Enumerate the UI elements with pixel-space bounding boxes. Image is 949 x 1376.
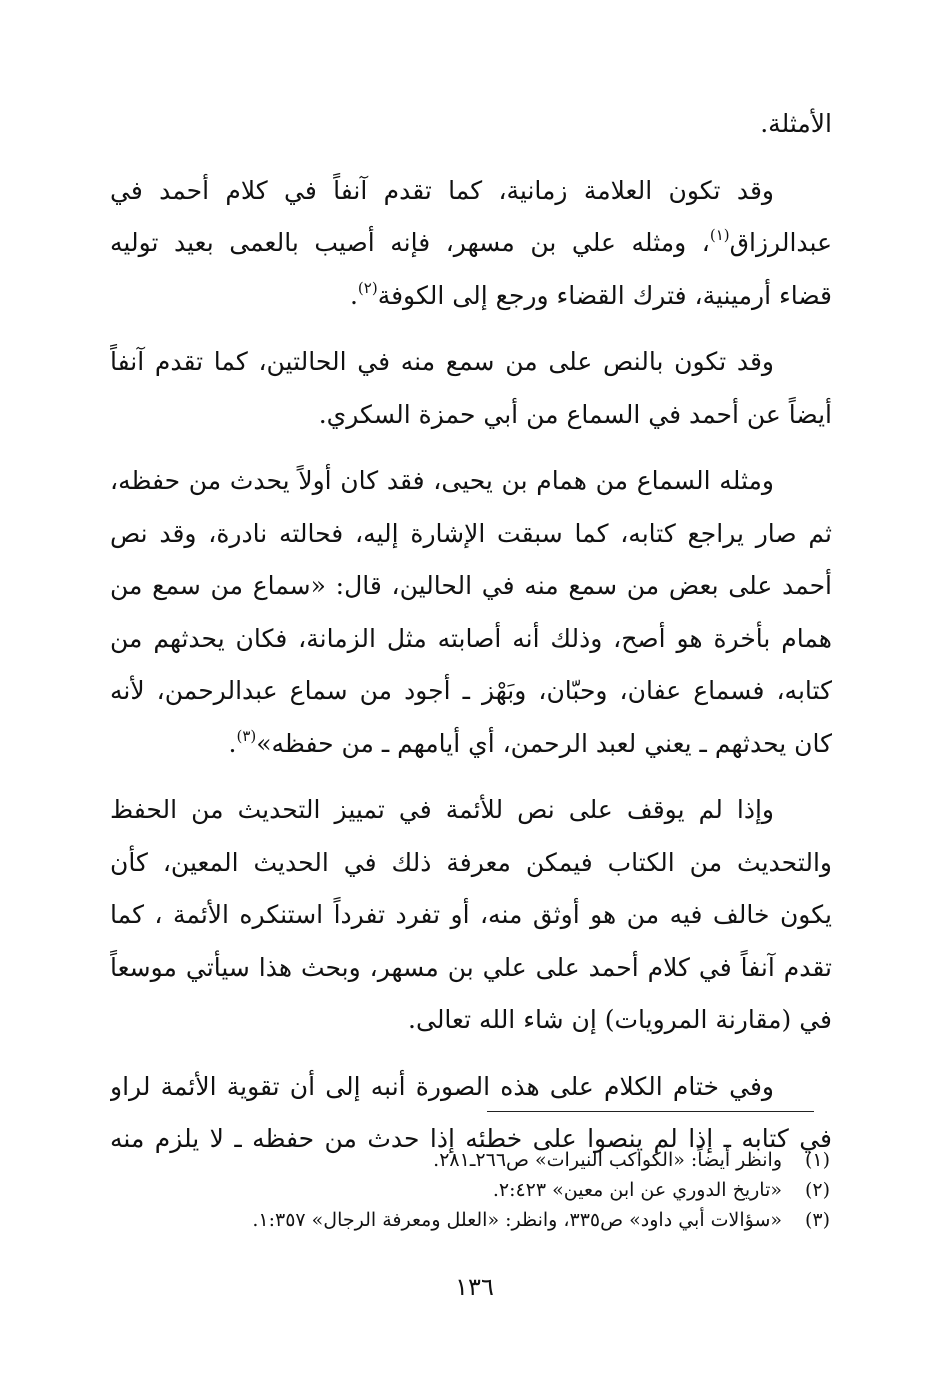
footnote-text: وانظر أيضاً: «الكواكب النيرات» ص٢٦٦ـ٢٨١. bbox=[433, 1149, 782, 1171]
text-line bbox=[110, 994, 832, 1047]
footnotes bbox=[110, 1145, 832, 1235]
line-text: في كتابه ـ إذا لم ينصوا على خطئه إذا حدث من حفظه ـ لا يلزم منه bbox=[110, 1124, 832, 1153]
footnote-text: «تاريخ الدوري عن ابن معين» ٢:٤٢٣. bbox=[492, 1179, 782, 1201]
footnote-text: «سؤالات أبي داود» ص٣٣٥، وانظر: «العلل ومعرفة الرجال» ١:٣٥٧. bbox=[252, 1209, 782, 1231]
line-text: يكون خالف فيه من هو أوثق منه، أو تفرد تفرداً استنكره الأئمة ، كما bbox=[110, 900, 832, 929]
line-text: همام بأخرة هو أصح، وذلك أنه أصابته مثل الزمانة، فكان يحدثهم من bbox=[110, 623, 832, 653]
text-line bbox=[110, 508, 832, 561]
page-body bbox=[110, 98, 832, 1166]
line-text: ومثله السماع من همام بن يحيى، فقد كان أولاً يحدث من حفظه، bbox=[110, 466, 774, 495]
line-text: . bbox=[349, 280, 358, 310]
footnote-number: (١) bbox=[804, 1149, 830, 1171]
text-line bbox=[110, 718, 832, 771]
page-number: ١٣٦ bbox=[455, 1273, 494, 1301]
line-text: كان يحدثهم ـ يعني لعبد الرحمن، أي أيامهم ـ من حفظه» bbox=[256, 728, 832, 758]
paragraph bbox=[110, 165, 832, 323]
text-line bbox=[110, 455, 832, 508]
text-line bbox=[110, 98, 832, 151]
line-text: في (مقارنة المرويات) إن شاء الله تعالى. bbox=[408, 1005, 832, 1034]
line-text: ثم صار يراجع كتابه، كما سبقت الإشارة إليه، فحالته نادرة، وقد نص bbox=[110, 518, 832, 548]
text-line bbox=[110, 165, 832, 218]
text-line bbox=[110, 837, 832, 890]
text-line bbox=[110, 270, 832, 323]
footnote-marker[interactable]: (١) bbox=[709, 225, 730, 244]
text-line bbox=[110, 613, 832, 666]
text-line bbox=[110, 889, 832, 942]
footnote-item bbox=[110, 1145, 832, 1175]
text-line bbox=[110, 665, 832, 718]
line-text: . bbox=[228, 728, 237, 758]
text-line bbox=[110, 942, 832, 995]
footnote-item bbox=[110, 1175, 832, 1205]
line-text: عبدالرزاق bbox=[729, 228, 832, 257]
paragraph bbox=[110, 336, 832, 441]
line-text: وقد تكون بالنص على من سمع منه في الحالتين، كما تقدم آنفاً bbox=[110, 347, 774, 376]
paragraph bbox=[110, 98, 832, 151]
footnote-number: (٢) bbox=[804, 1179, 830, 1201]
footnote-number: (٣) bbox=[804, 1209, 830, 1231]
footnote-item bbox=[110, 1205, 832, 1235]
line-text: أحمد على بعض من سمع منه في الحالين، قال: «سماع من سمع من bbox=[110, 571, 832, 600]
line-text: الأمثلة. bbox=[760, 109, 832, 138]
line-text: وإذا لم يوقف على نص للأئمة في تمييز التحديث من الحفظ bbox=[110, 795, 774, 824]
text-line bbox=[110, 784, 832, 837]
text-line bbox=[110, 217, 832, 270]
footnote-separator bbox=[487, 1111, 814, 1112]
paragraph bbox=[110, 455, 832, 770]
line-text: أيضاً عن أحمد في السماع من أبي حمزة السكري. bbox=[318, 399, 832, 429]
line-text: والتحديث من الكتاب فيمكن معرفة ذلك في الحديث المعين، كأن bbox=[110, 847, 832, 877]
line-text: تقدم آنفاً في كلام أحمد على علي بن مسهر، وبحث هذا سيأتي موسعاً bbox=[110, 952, 832, 982]
text-line bbox=[110, 336, 832, 389]
line-text: ، ومثله علي بن مسهر، فإنه أصيب بالعمى بعيد توليه bbox=[110, 228, 710, 257]
line-text: وقد تكون العلامة زمانية، كما تقدم آنفاً في كلام أحمد في bbox=[110, 175, 774, 205]
footnote-marker[interactable]: (٣) bbox=[236, 726, 257, 745]
text-line bbox=[110, 389, 832, 442]
text-line bbox=[110, 560, 832, 613]
footnote-marker[interactable]: (٢) bbox=[357, 278, 378, 297]
text-line bbox=[110, 1061, 832, 1114]
paragraph bbox=[110, 784, 832, 1047]
line-text: كتابه، فسماع عفان، وحبّان، وبَهْز ـ أجود من سماع عبدالرحمن، لأنه bbox=[110, 676, 832, 705]
line-text: قضاء أرمينية، فترك القضاء ورجع إلى الكوفة bbox=[377, 280, 832, 310]
line-text: وفي ختام الكلام على هذه الصورة أنبه إلى أن تقوية الأئمة لراو bbox=[110, 1071, 774, 1101]
